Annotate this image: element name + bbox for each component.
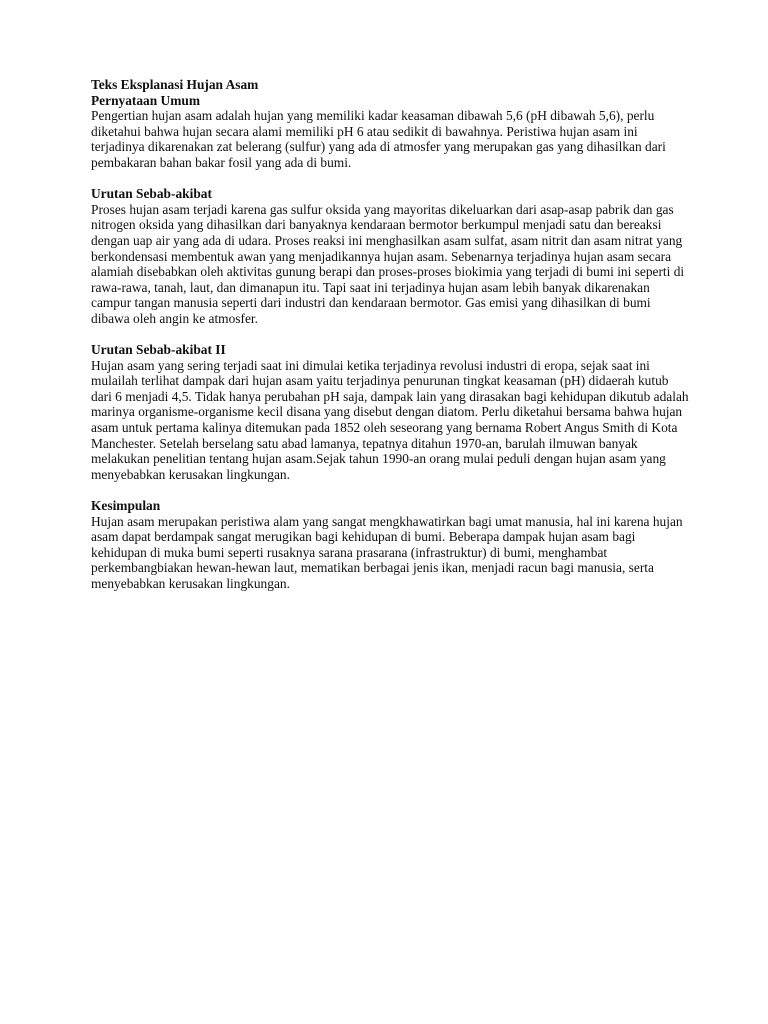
section-heading: Urutan Sebab-akibat II <box>91 342 226 358</box>
section-body: Pengertian hujan asam adalah hujan yang memiliki kadar keasaman dibawah 5,6 (pH dibawah 5,6), perlu diketahui bahwa hujan secara alami memiliki pH 6 atau sedikit di bawahnya. Peristiwa hujan asam ini terjadinya dikarenakan zat belerang (sulfur) yang ada di atmosfer yang merupakan gas yang dihasilkan dari pembakaran bahan bakar fosil yang ada di bumi. <box>91 108 666 170</box>
section-urutan-sebab-akibat-ii <box>91 342 691 482</box>
document-page <box>91 77 691 592</box>
section-urutan-sebab-akibat <box>91 186 691 326</box>
section-body: Hujan asam yang sering terjadi saat ini dimulai ketika terjadinya revolusi industri di eropa, sejak saat ini mulailah terlihat dampak dari hujan asam yaitu terjadinya penurunan tingkat keasaman (pH) didaerah kutub dari 6 menjadi 4,5. Tidak hanya perubahan pH saja, dampak lain yang dirasakan bagi kehidupan dikutub adalah marinya organisme-organisme kecil disana yang disebut dengan diatom. Perlu diketahui bersama bahwa hujan asam untuk pertama kalinya ditemukan pada 1852 oleh seseorang yang bernama Robert Angus Smith di Kota Manchester. Setelah berselang satu abad lamanya, tepatnya ditahun 1970-an, barulah ilmuwan banyak melakukan penelitian tentang hujan asam.Sejak tahun 1990-an orang mulai peduli dengan hujan asam yang menyebabkan kerusakan lingkungan. <box>91 357 689 482</box>
section-body: Hujan asam merupakan peristiwa alam yang sangat mengkhawatirkan bagi umat manusia, hal ini karena hujan asam dapat berdampak sangat merugikan bagi kehidupan di bumi. Beberapa dampak hujan asam bagi kehidupan di muka bumi seperti rusaknya sarana prasarana (infrastruktur) di bumi, menghambat perkembangbiakan hewan-hewan laut, mematikan berbagai jenis ikan, menjadi racun bagi manusia, serta menyebabkan kerusakan lingkungan. <box>91 513 683 591</box>
section-heading: Pernyataan Umum <box>91 92 200 108</box>
section-pernyataan-umum <box>91 93 691 171</box>
section-kesimpulan <box>91 498 691 592</box>
document-title: Teks Eksplanasi Hujan Asam <box>91 77 259 92</box>
section-body: Proses hujan asam terjadi karena gas sulfur oksida yang mayoritas dikeluarkan dari asap-asap pabrik dan gas nitrogen oksida yang dihasilkan dari banyaknya kendaraan bermotor berkumpul menjadi satu dan bereaksi dengan uap air yang ada di udara. Proses reaksi ini menghasilkan asam sulfat, asam nitrit dan asam nitrat yang berkondensasi membentuk awan yang menjadikannya hujan asam. Sebenarnya terjadinya hujan asam secara alamiah disebabkan oleh aktivitas gunung berapi dan proses-proses biokimia yang terjadi di bumi ini seperti di rawa-rawa, tanah, laut, dan dimanapun itu. Tapi saat ini terjadinya hujan asam lebih banyak dikarenakan campur tangan manusia seperti dari industri dan kendaraan bermotor. Gas emisi yang dihasilkan di bumi dibawa oleh angin ke atmosfer. <box>91 201 685 326</box>
section-heading: Urutan Sebab-akibat <box>91 186 212 202</box>
section-heading: Kesimpulan <box>91 498 161 514</box>
